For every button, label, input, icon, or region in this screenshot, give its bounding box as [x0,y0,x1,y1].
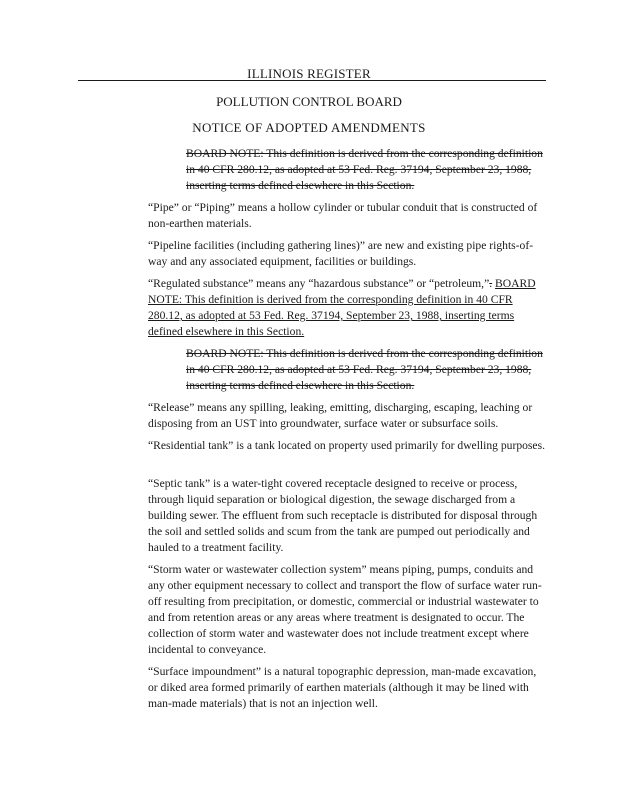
struck-text: BOARD NOTE: This definition is derived from the corresponding definition in 40 CFR 280.12, as adopted at 53 Fed. Reg. 37194, September 23, 1988, inserting terms defined elsewhere in this Section. [186,347,543,392]
definition-storm-water-system: “Storm water or wastewater collection system” means piping, pumps, conduits and any other equipment necessary to collect and transport the flow of surface water run-off resulting from precipitation, or domestic, commercial or industrial wastewater to and from retention areas or any areas where treatment is designated to occur. The collection of storm water and wastewater does not include treatment except where incidental to conveyance. [148,563,542,656]
added-board-note: BOARD NOTE: This definition is derived from the corresponding definition in 40 CFR 280.12, as adopted at 53 Fed. Reg. 37194, September 23, 1988, inserting terms defined elsewhere in this Section. [148,277,536,338]
board-note-deleted-2 [186,346,546,394]
board-title: POLLUTION CONTROL BOARD [216,94,402,109]
definition-septic-tank: “Septic tank” is a water-tight covered receptacle designed to receive or process, through liquid separation or biological digestion, the sewage discharged from a building sewer. The effluent from such receptacle is distributed for disposal through the soil and settled solids and scum from the tank are pumped out periodically and hauled to a treatment facility. [148,477,538,554]
definition-regulated-substance [148,276,546,340]
definition-pipe: “Pipe” or “Piping” means a hollow cylinder or tubular conduit that is constructed of non-earthen materials. [148,201,538,230]
definition-surface-impoundment: “Surface impoundment” is a natural topographic depression, man-made excavation, or diked area formed primarily of earthen materials (although it may be lined with man-made materials) that is not an injection well. [148,665,537,710]
register-title: ILLINOIS REGISTER [247,66,371,81]
definition-pipeline-facilities: “Pipeline facilities (including gathering lines)” are new and existing pipe rights-of-way and any associated equipment, facilities or buildings. [148,239,534,268]
definition-release: “Release” means any spilling, leaking, emitting, discharging, escaping, leaching or disposing from an UST into groundwater, surface water or subsurface soils. [148,401,533,430]
board-note-deleted-1 [186,146,546,194]
definition-residential-tank: “Residential tank” is a tank located on property used primarily for dwelling purposes. [148,439,545,452]
struck-text: BOARD NOTE: This definition is derived from the corresponding definition in 40 CFR 280.12, as adopted at 53 Fed. Reg. 37194, September 23, 1988, inserting terms defined elsewhere in this Section. [186,147,543,192]
struck-period: . [489,277,493,290]
notice-title: NOTICE OF ADOPTED AMENDMENTS [192,120,426,135]
header-rule [78,80,546,81]
regulated-text: “Regulated substance” means any “hazardous substance” or “petroleum,” [148,277,490,290]
